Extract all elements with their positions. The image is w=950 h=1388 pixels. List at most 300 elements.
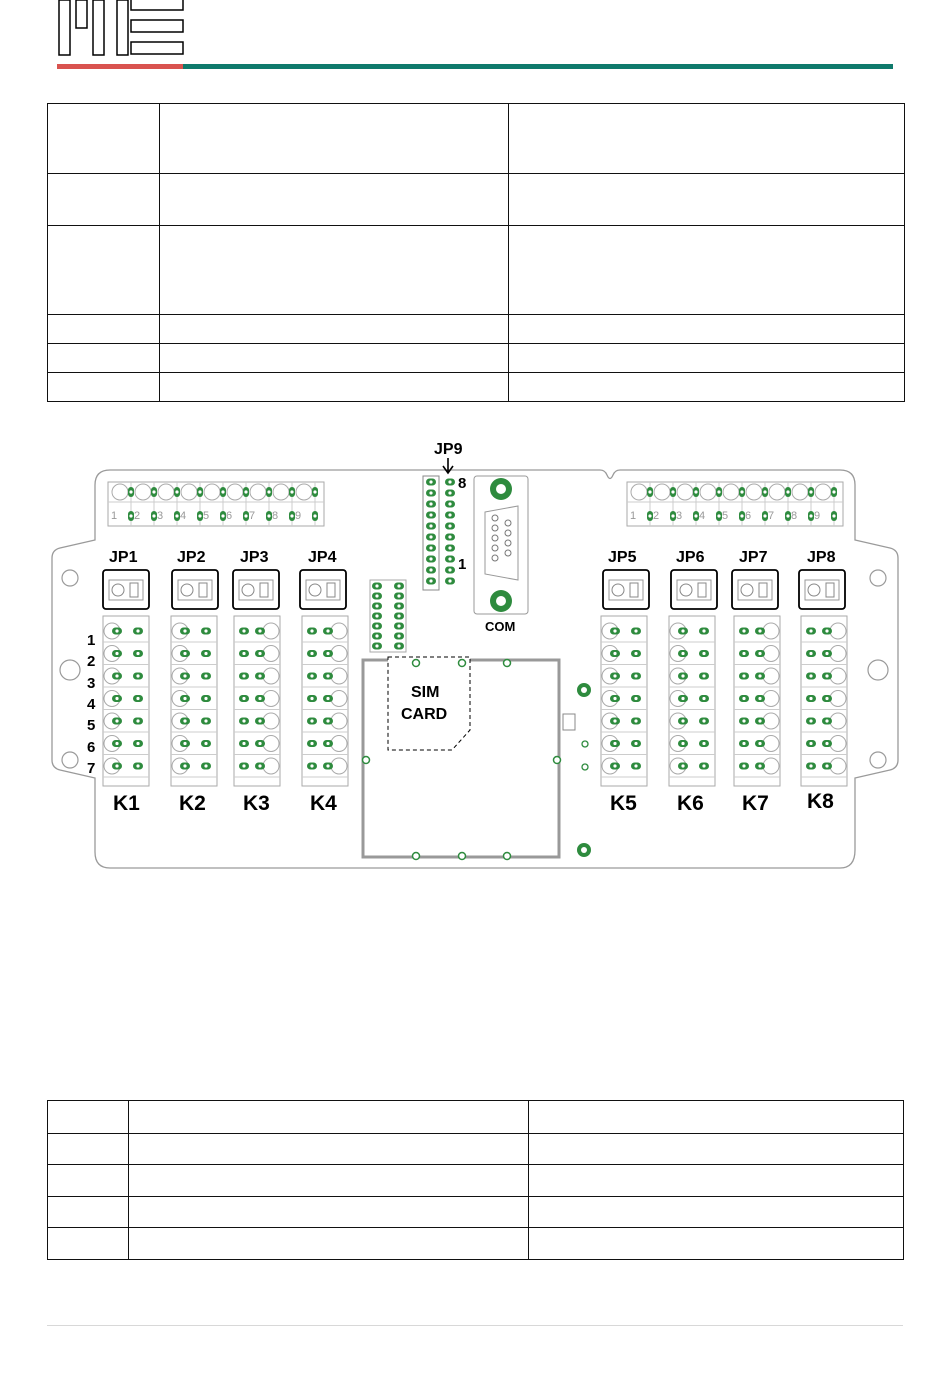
jp2-label: JP2 bbox=[177, 549, 206, 566]
jumper-pin bbox=[309, 584, 321, 596]
table-row bbox=[48, 1134, 904, 1165]
pad-hole bbox=[763, 514, 766, 517]
jumper-pin bbox=[242, 584, 254, 596]
terminal-number: 2 bbox=[653, 510, 660, 522]
pad-hole bbox=[809, 764, 812, 767]
pad-hole bbox=[115, 629, 118, 632]
jp9-pin-top-label: 8 bbox=[458, 475, 467, 492]
pad-hole bbox=[375, 644, 378, 647]
pad-hole bbox=[244, 514, 247, 517]
pad-hole bbox=[429, 491, 432, 494]
terminal-screw bbox=[204, 484, 220, 500]
com-connector bbox=[474, 476, 528, 614]
table-cell bbox=[129, 1228, 529, 1260]
pin-label-1: 1 bbox=[87, 632, 96, 649]
terminal-screw bbox=[331, 713, 347, 729]
jumper-block bbox=[103, 570, 149, 609]
pad-hole bbox=[429, 568, 432, 571]
via-pad bbox=[459, 853, 466, 860]
terminal-screw bbox=[654, 484, 670, 500]
pad-hole bbox=[204, 764, 207, 767]
pad-hole bbox=[742, 719, 745, 722]
pad-hole bbox=[448, 524, 451, 527]
pad-hole bbox=[326, 674, 329, 677]
table-cell bbox=[48, 174, 160, 226]
terminal-number: 8 bbox=[791, 510, 798, 522]
sim-card-module bbox=[363, 657, 592, 860]
pad-hole bbox=[429, 513, 432, 516]
k1-label: K1 bbox=[113, 792, 140, 815]
terminal-number: 3 bbox=[157, 510, 164, 522]
table-cell bbox=[509, 315, 905, 344]
pad-hole bbox=[702, 742, 705, 745]
pad-hole bbox=[204, 719, 207, 722]
terminal-number: 6 bbox=[745, 510, 752, 522]
center-pin-header bbox=[370, 580, 406, 652]
k5-label: K5 bbox=[610, 792, 637, 815]
pad-hole bbox=[258, 652, 261, 655]
arrow-down-icon bbox=[443, 458, 453, 473]
pad-hole bbox=[242, 652, 245, 655]
terminal-number: 4 bbox=[180, 510, 187, 522]
table-cell bbox=[48, 1228, 129, 1260]
table-cell bbox=[529, 1134, 904, 1165]
pin-label-3: 3 bbox=[87, 675, 96, 692]
pad-hole bbox=[204, 652, 207, 655]
pad-hole bbox=[375, 614, 378, 617]
pad-hole bbox=[742, 764, 745, 767]
table-cell bbox=[48, 373, 160, 402]
pad-hole bbox=[681, 697, 684, 700]
pad-hole bbox=[758, 674, 761, 677]
jumper-block bbox=[732, 570, 778, 609]
com-label: COM bbox=[485, 619, 516, 634]
pad-hole bbox=[326, 652, 329, 655]
k3-label: K3 bbox=[243, 792, 270, 815]
table-cell bbox=[529, 1228, 904, 1260]
pad-hole bbox=[634, 764, 637, 767]
connector-mount-hole bbox=[496, 596, 506, 606]
pad-hole bbox=[809, 514, 812, 517]
via-pad bbox=[413, 853, 420, 860]
pad-hole bbox=[290, 490, 293, 493]
terminal-screw bbox=[250, 484, 266, 500]
terminal-screw bbox=[763, 758, 779, 774]
terminal-number: 8 bbox=[272, 510, 279, 522]
pad-hole bbox=[175, 514, 178, 517]
terminal-screw bbox=[263, 646, 279, 662]
k7-label: K7 bbox=[742, 792, 769, 815]
pad-hole bbox=[613, 629, 616, 632]
terminal-number: 1 bbox=[630, 510, 637, 522]
pad-hole bbox=[742, 652, 745, 655]
pad-hole bbox=[448, 491, 451, 494]
pad-hole bbox=[758, 629, 761, 632]
pad-hole bbox=[613, 674, 616, 677]
connector-mount-hole bbox=[496, 484, 506, 494]
jumper-block bbox=[172, 570, 218, 609]
table-cell bbox=[48, 1101, 129, 1134]
mounting-hole bbox=[870, 752, 886, 768]
table-row bbox=[48, 344, 905, 373]
pad-hole bbox=[740, 490, 743, 493]
connector-pin bbox=[505, 530, 511, 536]
pad-hole bbox=[717, 490, 720, 493]
pad-hole bbox=[681, 629, 684, 632]
via-pad bbox=[363, 757, 370, 764]
jumper-block bbox=[671, 570, 717, 609]
table-row bbox=[48, 1228, 904, 1260]
jumper-pin bbox=[112, 584, 124, 596]
k4-label: K4 bbox=[310, 792, 337, 815]
jumper-block bbox=[233, 570, 279, 609]
table-cell bbox=[129, 1101, 529, 1134]
pad-hole bbox=[429, 524, 432, 527]
pad-hole bbox=[448, 568, 451, 571]
table-cell bbox=[509, 373, 905, 402]
pad-hole bbox=[375, 594, 378, 597]
sim-card-outline bbox=[388, 657, 470, 750]
pad-hole bbox=[313, 490, 316, 493]
pad-hole bbox=[310, 764, 313, 767]
pad-hole bbox=[694, 514, 697, 517]
pad-hole bbox=[671, 490, 674, 493]
terminal-screw bbox=[331, 758, 347, 774]
pad-hole bbox=[634, 629, 637, 632]
mounting-hole bbox=[870, 570, 886, 586]
pad-hole bbox=[758, 719, 761, 722]
pad-hole bbox=[648, 514, 651, 517]
pad-hole bbox=[375, 624, 378, 627]
pad-hole bbox=[258, 629, 261, 632]
pad-hole bbox=[681, 652, 684, 655]
table-cell bbox=[160, 174, 509, 226]
jp1-label: JP1 bbox=[109, 549, 138, 566]
connector-pin bbox=[505, 520, 511, 526]
pad-hole bbox=[825, 697, 828, 700]
pad-hole bbox=[258, 697, 261, 700]
pad-hole bbox=[242, 742, 245, 745]
pad-hole bbox=[242, 697, 245, 700]
pad-hole bbox=[152, 514, 155, 517]
jumper-pin bbox=[327, 583, 335, 597]
terminal-screw bbox=[263, 758, 279, 774]
terminal-block-left bbox=[108, 482, 324, 526]
pin-label-4: 4 bbox=[87, 696, 96, 713]
pad-hole bbox=[742, 629, 745, 632]
relay-terminal-blocks bbox=[103, 616, 847, 786]
terminal-screw bbox=[263, 691, 279, 707]
table-cell bbox=[48, 226, 160, 315]
pin-label-6: 6 bbox=[87, 739, 96, 756]
terminal-screw bbox=[763, 691, 779, 707]
pad-hole bbox=[671, 514, 674, 517]
pad-hole bbox=[758, 697, 761, 700]
terminal-screw bbox=[830, 713, 846, 729]
pad-hole bbox=[448, 579, 451, 582]
pad-hole bbox=[258, 674, 261, 677]
pad-hole bbox=[786, 490, 789, 493]
pad-hole bbox=[242, 674, 245, 677]
jp8-label: JP8 bbox=[807, 549, 836, 566]
via-pad bbox=[554, 757, 561, 764]
pad-hole bbox=[448, 480, 451, 483]
pad-hole bbox=[136, 697, 139, 700]
table-cell bbox=[509, 104, 905, 174]
connector-pin bbox=[492, 555, 498, 561]
terminal-screw bbox=[263, 713, 279, 729]
pad-hole bbox=[221, 514, 224, 517]
table-row bbox=[48, 1197, 904, 1228]
terminal-number: 7 bbox=[768, 510, 775, 522]
terminal-screw bbox=[263, 623, 279, 639]
pad-hole bbox=[702, 674, 705, 677]
table-cell bbox=[160, 344, 509, 373]
k2-label: K2 bbox=[179, 792, 206, 815]
pad-hole bbox=[183, 719, 186, 722]
header-accent-teal bbox=[183, 64, 893, 69]
pad-hole bbox=[634, 742, 637, 745]
pad-hole bbox=[136, 764, 139, 767]
pad-hole bbox=[258, 764, 261, 767]
pad-hole bbox=[809, 629, 812, 632]
pad-hole bbox=[115, 652, 118, 655]
pad-hole bbox=[758, 652, 761, 655]
pad-hole bbox=[397, 624, 400, 627]
pad-hole bbox=[204, 629, 207, 632]
table-cell bbox=[160, 226, 509, 315]
pad-hole bbox=[681, 674, 684, 677]
pad-hole bbox=[198, 514, 201, 517]
terminal-screw bbox=[331, 646, 347, 662]
pad-hole bbox=[429, 579, 432, 582]
pad-hole bbox=[310, 719, 313, 722]
pad-hole bbox=[448, 557, 451, 560]
pad-hole bbox=[786, 514, 789, 517]
jp7-label: JP7 bbox=[739, 549, 768, 566]
mount-hole bbox=[581, 847, 587, 853]
sim-latch bbox=[563, 714, 575, 730]
pcb-board-diagram bbox=[40, 430, 910, 880]
pad-hole bbox=[613, 697, 616, 700]
pad-hole bbox=[136, 629, 139, 632]
pad-hole bbox=[681, 764, 684, 767]
jp4-label: JP4 bbox=[308, 549, 337, 566]
pad-hole bbox=[809, 719, 812, 722]
pad-hole bbox=[375, 634, 378, 637]
pad-hole bbox=[681, 742, 684, 745]
jumper-pin bbox=[826, 583, 834, 597]
pad-hole bbox=[694, 490, 697, 493]
table-cell bbox=[48, 1165, 129, 1197]
sim-label-line1: SIM bbox=[411, 684, 440, 701]
terminal-number: 5 bbox=[203, 510, 210, 522]
pad-hole bbox=[204, 697, 207, 700]
table-row bbox=[48, 1165, 904, 1197]
pad-hole bbox=[742, 742, 745, 745]
table-row bbox=[48, 1101, 904, 1134]
table-row bbox=[48, 174, 905, 226]
terminal-screw bbox=[815, 484, 831, 500]
table-cell bbox=[509, 344, 905, 373]
jumper-pin bbox=[741, 584, 753, 596]
jp9-pin-bottom-label: 1 bbox=[458, 556, 467, 573]
pad-hole bbox=[613, 764, 616, 767]
pad-hole bbox=[136, 719, 139, 722]
sim-label-line2: CARD bbox=[401, 706, 448, 723]
via-pad bbox=[582, 764, 588, 770]
pad-hole bbox=[702, 697, 705, 700]
table-cell bbox=[48, 104, 160, 174]
connector-pin bbox=[492, 545, 498, 551]
pad-hole bbox=[825, 652, 828, 655]
pad-hole bbox=[634, 674, 637, 677]
pad-hole bbox=[825, 719, 828, 722]
terminal-screw bbox=[763, 646, 779, 662]
pad-hole bbox=[702, 719, 705, 722]
terminal-number: 7 bbox=[249, 510, 256, 522]
pad-hole bbox=[242, 764, 245, 767]
pad-hole bbox=[175, 490, 178, 493]
pad-hole bbox=[634, 697, 637, 700]
pad-hole bbox=[832, 490, 835, 493]
company-logo-icon bbox=[57, 0, 187, 60]
pad-hole bbox=[448, 546, 451, 549]
pad-hole bbox=[717, 514, 720, 517]
jumper-pin bbox=[130, 583, 138, 597]
pad-hole bbox=[290, 514, 293, 517]
pad-hole bbox=[115, 719, 118, 722]
terminal-screw bbox=[631, 484, 647, 500]
pad-hole bbox=[136, 652, 139, 655]
pad-hole bbox=[634, 719, 637, 722]
table-cell bbox=[129, 1134, 529, 1165]
terminal-screw bbox=[763, 736, 779, 752]
pad-hole bbox=[326, 697, 329, 700]
pad-hole bbox=[742, 697, 745, 700]
pad-hole bbox=[375, 604, 378, 607]
pad-hole bbox=[326, 742, 329, 745]
jp6-label: JP6 bbox=[676, 549, 705, 566]
k6-label: K6 bbox=[677, 792, 704, 815]
terminal-screw bbox=[331, 623, 347, 639]
terminal-screw bbox=[830, 623, 846, 639]
terminal-screw bbox=[158, 484, 174, 500]
mounting-hole bbox=[868, 660, 888, 680]
pad-hole bbox=[326, 629, 329, 632]
via-pad bbox=[413, 660, 420, 667]
jumper-pin bbox=[698, 583, 706, 597]
pad-hole bbox=[613, 742, 616, 745]
pin-label-7: 7 bbox=[87, 760, 96, 777]
pad-hole bbox=[448, 502, 451, 505]
table-cell bbox=[509, 226, 905, 315]
pad-hole bbox=[310, 697, 313, 700]
pad-hole bbox=[242, 719, 245, 722]
terminal-screw bbox=[331, 668, 347, 684]
pad-hole bbox=[221, 490, 224, 493]
pad-hole bbox=[375, 584, 378, 587]
terminal-number: 3 bbox=[676, 510, 683, 522]
terminal-number: 1 bbox=[111, 510, 118, 522]
pad-hole bbox=[613, 719, 616, 722]
pad-hole bbox=[832, 514, 835, 517]
pad-hole bbox=[429, 480, 432, 483]
terminal-screw bbox=[263, 668, 279, 684]
table-cell bbox=[48, 1134, 129, 1165]
pad-hole bbox=[825, 764, 828, 767]
terminal-screw bbox=[296, 484, 312, 500]
pad-hole bbox=[613, 652, 616, 655]
table-cell bbox=[529, 1101, 904, 1134]
table-cell bbox=[160, 104, 509, 174]
pad-hole bbox=[634, 652, 637, 655]
pad-hole bbox=[742, 674, 745, 677]
pad-hole bbox=[313, 514, 316, 517]
pad-hole bbox=[129, 490, 132, 493]
pad-hole bbox=[648, 490, 651, 493]
pad-hole bbox=[429, 546, 432, 549]
terminal-screw bbox=[792, 484, 808, 500]
pad-hole bbox=[183, 674, 186, 677]
table-cell bbox=[129, 1197, 529, 1228]
pad-hole bbox=[152, 490, 155, 493]
jumper-pin bbox=[260, 583, 268, 597]
table-row bbox=[48, 226, 905, 315]
connector-pin bbox=[505, 540, 511, 546]
pad-hole bbox=[258, 742, 261, 745]
pad-hole bbox=[183, 697, 186, 700]
pad-hole bbox=[183, 652, 186, 655]
pad-hole bbox=[809, 674, 812, 677]
terminal-screw bbox=[763, 668, 779, 684]
jp5-label: JP5 bbox=[608, 549, 637, 566]
jumper-pin bbox=[630, 583, 638, 597]
pad-hole bbox=[129, 514, 132, 517]
pad-hole bbox=[204, 674, 207, 677]
jp3-label: JP3 bbox=[240, 549, 269, 566]
pad-hole bbox=[244, 490, 247, 493]
jumper-block bbox=[603, 570, 649, 609]
terminal-number: 2 bbox=[134, 510, 141, 522]
terminal-screw bbox=[273, 484, 289, 500]
pad-hole bbox=[397, 604, 400, 607]
pad-hole bbox=[448, 535, 451, 538]
terminal-screw bbox=[700, 484, 716, 500]
terminal-screw bbox=[769, 484, 785, 500]
terminal-screw bbox=[181, 484, 197, 500]
terminal-screw bbox=[830, 691, 846, 707]
mounting-hole bbox=[62, 752, 78, 768]
pad-hole bbox=[702, 652, 705, 655]
terminal-number: 4 bbox=[699, 510, 706, 522]
pad-hole bbox=[702, 629, 705, 632]
via-pad bbox=[504, 853, 511, 860]
pad-hole bbox=[702, 764, 705, 767]
mounting-hole bbox=[62, 570, 78, 586]
pad-hole bbox=[429, 535, 432, 538]
pad-hole bbox=[809, 490, 812, 493]
jumper-pin bbox=[759, 583, 767, 597]
terminal-screw bbox=[830, 736, 846, 752]
terminal-screw bbox=[227, 484, 243, 500]
bottom-table bbox=[47, 1100, 904, 1260]
jumper-block bbox=[300, 570, 346, 609]
pad-hole bbox=[809, 742, 812, 745]
table-cell bbox=[48, 315, 160, 344]
terminal-number: 5 bbox=[722, 510, 729, 522]
pad-hole bbox=[258, 719, 261, 722]
